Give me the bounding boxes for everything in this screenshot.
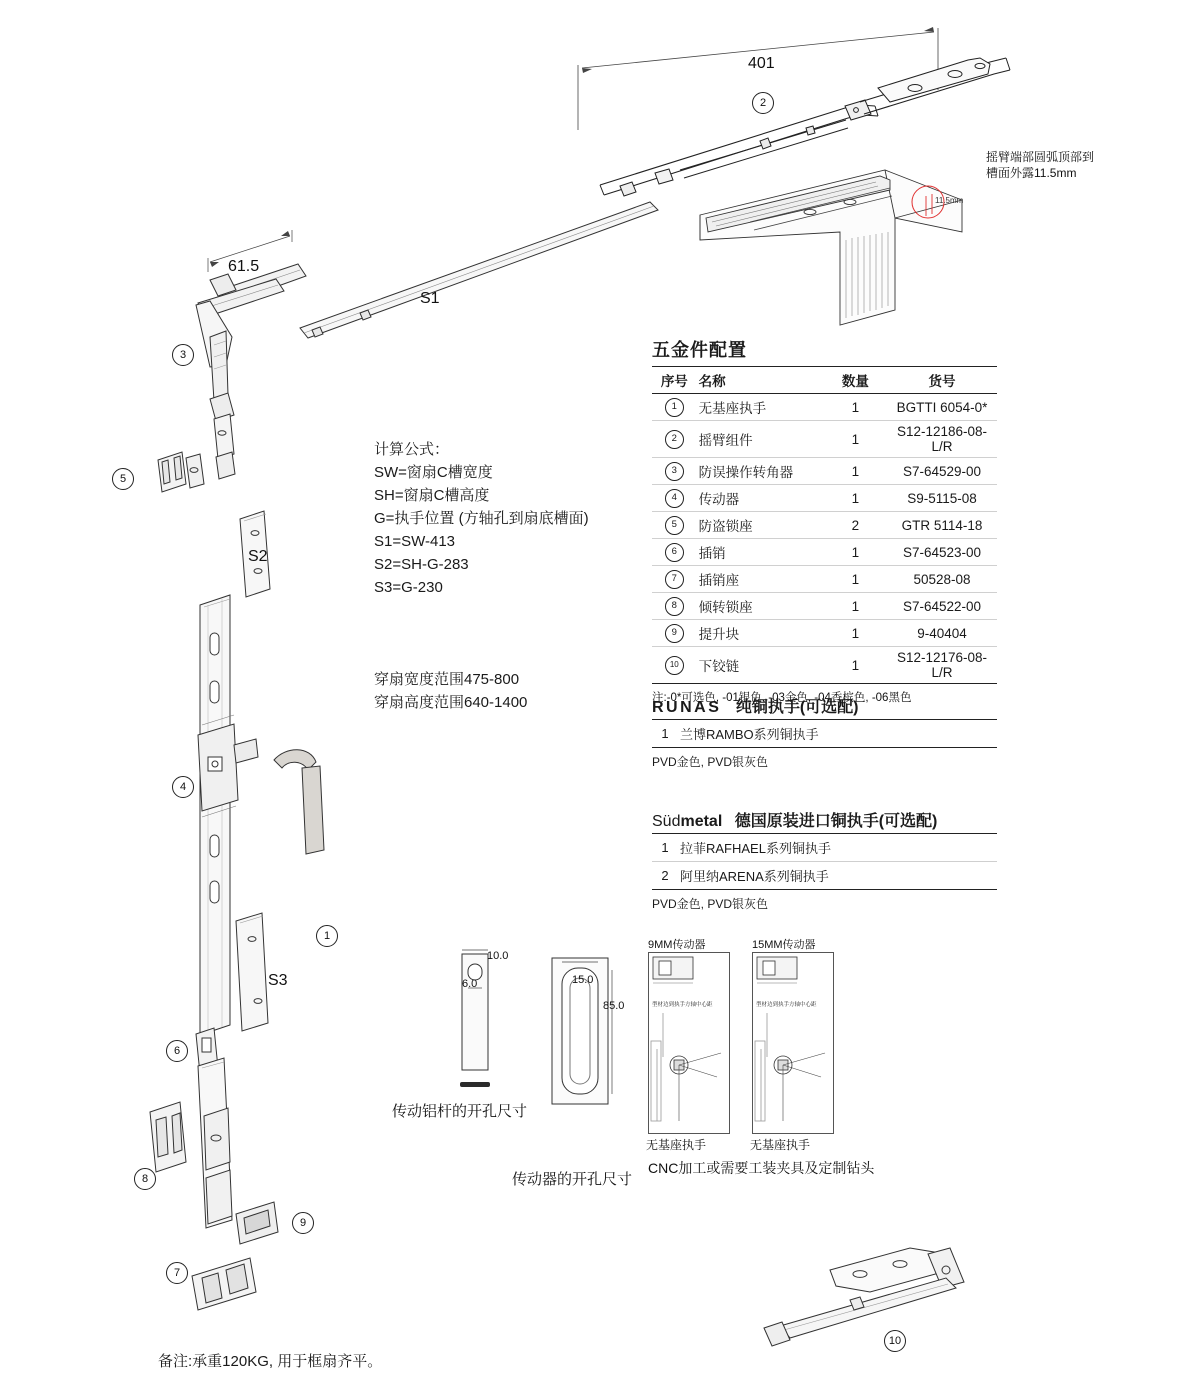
row-name: 防误操作转角器 xyxy=(697,458,824,485)
bar-dim-top: 10.0 xyxy=(487,950,509,962)
row-code: GTR 5114-18 xyxy=(887,512,997,539)
row-qty: 1 xyxy=(824,421,887,458)
hardware-title: 五金件配置 xyxy=(652,340,747,360)
sudmetal-title: 德国原装进口铜执手(可选配) xyxy=(734,813,938,830)
row-qty: 1 xyxy=(824,593,887,620)
option-index: 2 xyxy=(652,862,678,890)
range-block xyxy=(374,668,527,714)
row-code: S7-64529-00 xyxy=(887,458,997,485)
option-text: 阿里纳ARENA系列铜执手 xyxy=(678,862,997,890)
profile-corner-drawing xyxy=(690,160,970,320)
drive-hole-detail xyxy=(540,944,640,1124)
table-header-row xyxy=(652,367,997,394)
callout-7: 7 xyxy=(166,1262,188,1284)
row-qty: 1 xyxy=(824,620,887,647)
row-index-badge: 7 xyxy=(665,570,684,589)
runas-options-table xyxy=(652,719,997,748)
sudmetal-heading xyxy=(652,808,997,831)
arc-note-line2: 槽面外露11.5mm xyxy=(986,166,1077,180)
arc-note-line1: 摇臂端部圆弧顶部到 xyxy=(986,150,1095,164)
row-code: S7-64523-00 xyxy=(887,539,997,566)
hardware-table xyxy=(652,366,997,684)
table-row xyxy=(652,394,997,421)
callout-6: 6 xyxy=(166,1040,188,1062)
table-row xyxy=(652,539,997,566)
runas-title: 纯铜执手(可选配) xyxy=(735,699,859,716)
drive9-title: 9MM传动器 xyxy=(648,939,706,951)
drive15-frame xyxy=(752,952,834,1134)
drive9-frame xyxy=(648,952,730,1134)
sudmetal-logo-b: metal xyxy=(680,813,723,830)
table-row xyxy=(652,566,997,593)
row-code: S9-5115-08 xyxy=(887,485,997,512)
bottom-hinge-drawing xyxy=(750,1240,1010,1370)
option-index: 1 xyxy=(652,834,678,862)
row-index-badge: 8 xyxy=(665,597,684,616)
row-name: 传动器 xyxy=(697,485,824,512)
drive-hole-caption: 传动器的开孔尺寸 xyxy=(512,1171,633,1188)
row-qty: 1 xyxy=(824,394,887,421)
row-qty: 1 xyxy=(824,566,887,593)
table-row xyxy=(652,647,997,684)
row-index-badge: 4 xyxy=(665,489,684,508)
row-name: 摇臂组件 xyxy=(697,421,824,458)
row-name: 防盗锁座 xyxy=(697,512,824,539)
callout-1: 1 xyxy=(316,925,338,947)
dimension-61-5: 61.5 xyxy=(228,258,260,275)
row-code: S12-12186-08-L/R xyxy=(887,421,997,458)
row-name: 插销座 xyxy=(697,566,824,593)
hardware-color-note: 注:-0*可选色, -01银色, -03金色, -04香槟色, -06黑色 xyxy=(652,692,912,704)
list-item xyxy=(652,834,997,862)
bar-hole-detail xyxy=(452,944,532,1094)
formula-line-0: SW=窗扇C槽宽度 xyxy=(374,464,493,481)
header-code: 货号 xyxy=(887,367,997,394)
row-index-badge: 6 xyxy=(665,543,684,562)
bar-dim-inner: 6.0 xyxy=(462,978,478,990)
callout-5: 5 xyxy=(112,468,134,490)
row-code: 50528-08 xyxy=(887,566,997,593)
callout-8: 8 xyxy=(134,1168,156,1190)
formula-line-5: S3=G-230 xyxy=(374,579,443,596)
drive9-micro-text: 型材边到执手方轴中心距 xyxy=(652,1002,713,1008)
runas-panel xyxy=(652,694,997,770)
row-code: 9-40404 xyxy=(887,620,997,647)
row-qty: 2 xyxy=(824,512,887,539)
runas-logo: RUNAS xyxy=(652,699,722,716)
row-code: BGTTI 6054-0* xyxy=(887,394,997,421)
row-index-badge: 2 xyxy=(665,430,684,449)
table-row xyxy=(652,458,997,485)
formula-line-3: S1=SW-413 xyxy=(374,533,456,550)
arc-callout-11-5mm: 11.5mm xyxy=(935,196,964,205)
header-index: 序号 xyxy=(652,367,697,394)
formula-line-4: S2=SH-G-283 xyxy=(374,556,469,573)
callout-2: 2 xyxy=(752,92,774,114)
header-qty: 数量 xyxy=(824,367,887,394)
option-text: 拉菲RAFHAEL系列铜执手 xyxy=(678,834,997,862)
row-qty: 1 xyxy=(824,458,887,485)
table-row xyxy=(652,421,997,458)
range-height: 穿扇高度范围640-1400 xyxy=(374,694,528,711)
row-index-badge: 3 xyxy=(665,462,684,481)
drive-dim-height: 85.0 xyxy=(603,1000,625,1012)
row-qty: 1 xyxy=(824,485,887,512)
row-qty: 1 xyxy=(824,539,887,566)
label-s3: S3 xyxy=(268,972,288,989)
row-name: 下铰链 xyxy=(697,647,824,684)
row-name: 插销 xyxy=(697,539,824,566)
list-item xyxy=(652,720,997,748)
formula-title: 计算公式： xyxy=(374,441,450,458)
sudmetal-options-table xyxy=(652,833,997,890)
row-index-badge: 1 xyxy=(665,398,684,417)
callout-10: 10 xyxy=(884,1330,906,1352)
table-row xyxy=(652,485,997,512)
row-index-badge: 9 xyxy=(665,624,684,643)
label-s1: S1 xyxy=(420,290,440,307)
option-text: 兰博RAMBO系列铜执手 xyxy=(678,720,997,748)
row-code: S12-12176-08-L/R xyxy=(887,647,997,684)
drive15-caption: 无基座执手 xyxy=(750,1138,811,1152)
handle-drawing xyxy=(268,740,338,870)
option-index: 1 xyxy=(652,720,678,748)
list-item xyxy=(652,862,997,890)
formula-block xyxy=(374,438,589,599)
range-width: 穿扇宽度范围475-800 xyxy=(374,671,520,688)
hardware-config-panel xyxy=(652,336,997,705)
drive15-micro-text: 型材边到执手方轴中心距 xyxy=(756,1002,817,1008)
row-index-badge: 5 xyxy=(665,516,684,535)
row-name: 无基座执手 xyxy=(697,394,824,421)
row-name: 提升块 xyxy=(697,620,824,647)
row-index-badge: 10 xyxy=(665,656,684,675)
formula-line-1: SH=窗扇C槽高度 xyxy=(374,487,490,504)
sudmetal-panel xyxy=(652,808,997,912)
header-name: 名称 xyxy=(697,367,824,394)
label-s2: S2 xyxy=(248,548,268,565)
callout-9: 9 xyxy=(292,1212,314,1234)
drive-dim-width: 15.0 xyxy=(572,974,594,986)
formula-line-2: G=执手位置 (方轴孔到扇底槽面) xyxy=(374,510,589,527)
footer-note: 备注:承重120KG, 用于框扇齐平。 xyxy=(158,1353,383,1370)
bar-hole-caption: 传动铝杆的开孔尺寸 xyxy=(392,1103,528,1120)
row-qty: 1 xyxy=(824,647,887,684)
row-code: S7-64522-00 xyxy=(887,593,997,620)
runas-pvd-note: PVD金色, PVD银灰色 xyxy=(652,755,769,769)
table-row xyxy=(652,512,997,539)
callout-4: 4 xyxy=(172,776,194,798)
table-row xyxy=(652,620,997,647)
drive9-caption: 无基座执手 xyxy=(646,1138,707,1152)
callout-3: 3 xyxy=(172,344,194,366)
sudmetal-logo-a: Süd xyxy=(652,813,681,830)
sudmetal-pvd-note: PVD金色, PVD银灰色 xyxy=(652,897,769,911)
row-name: 倾转锁座 xyxy=(697,593,824,620)
runas-heading xyxy=(652,694,997,717)
drive15-title: 15MM传动器 xyxy=(752,939,816,951)
cnc-note: CNC加工或需要工装夹具及定制钻头 xyxy=(648,1160,875,1176)
table-row xyxy=(652,593,997,620)
lock-keeper-drawing xyxy=(148,440,228,510)
dimension-401: 401 xyxy=(748,55,775,72)
